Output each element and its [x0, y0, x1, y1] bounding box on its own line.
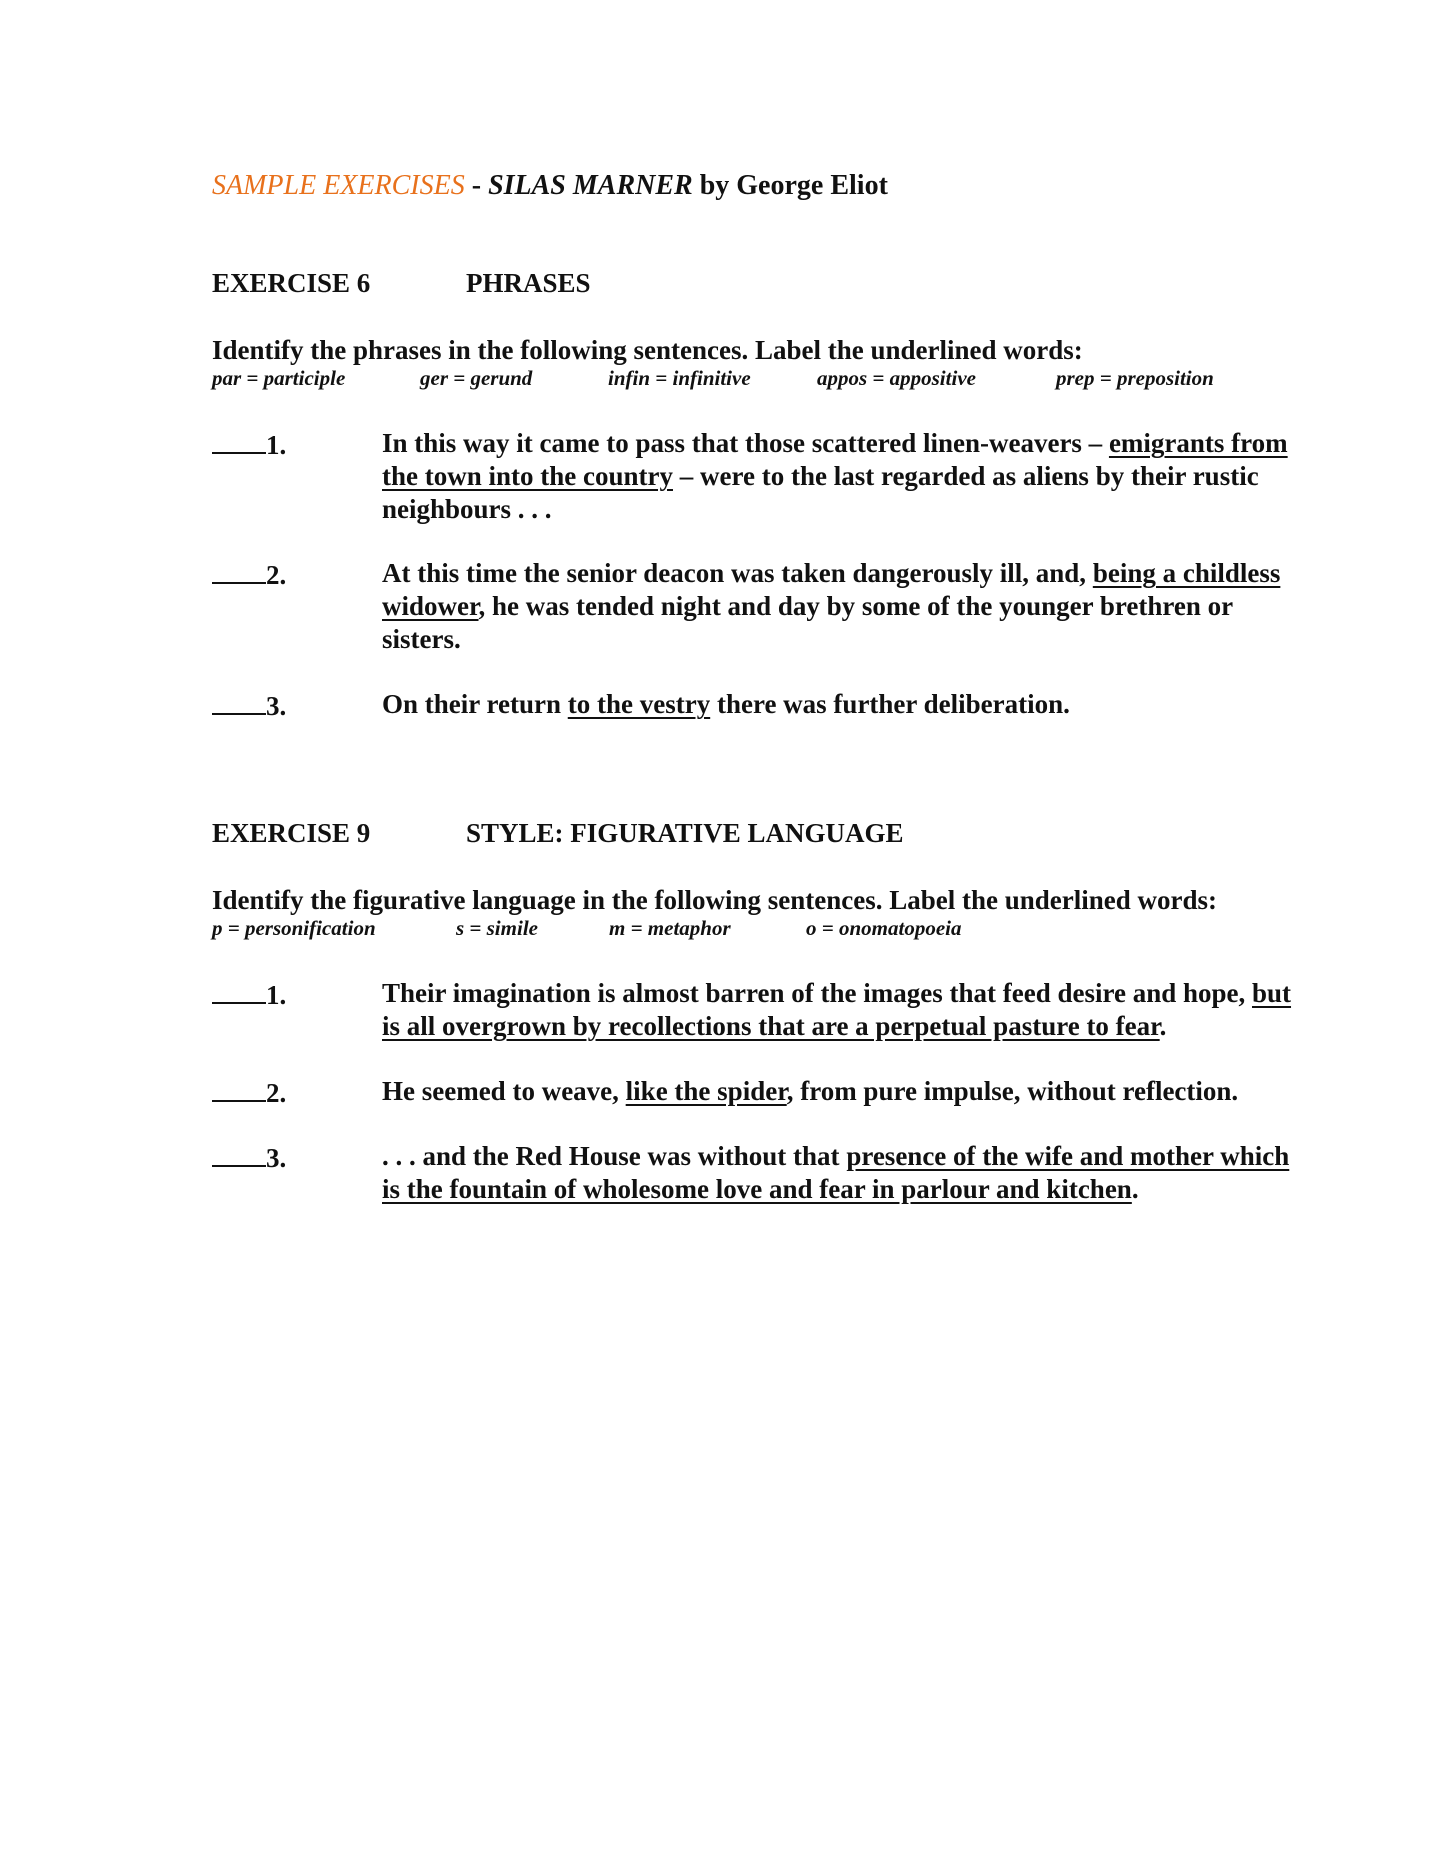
item-sentence: Their imagination is almost barren of the images that feed desire and hope, but is all overgrown by recollections that are a perpetual pasture to fear.	[382, 978, 1292, 1041]
legend-participle: par = participle	[212, 366, 346, 390]
legend-onomatopoeia: o = onomatopoeia	[806, 916, 962, 940]
answer-blank[interactable]	[212, 1140, 266, 1167]
exercise-9-heading	[212, 818, 904, 849]
exercise-6-label: EXERCISE 6	[212, 268, 371, 298]
item-sentence: On their return to the vestry there was further deliberation.	[382, 689, 1070, 719]
title-author: by George Eliot	[692, 170, 888, 201]
exercise-6-heading	[212, 268, 591, 299]
item-number: 2.	[212, 557, 286, 592]
item-number: 2.	[212, 1075, 286, 1110]
item-number: 1.	[212, 977, 286, 1012]
title-dash: -	[464, 170, 489, 201]
item-number: 3.	[212, 688, 286, 723]
page-title	[212, 170, 888, 202]
item-sentence: . . . and the Red House was without that presence of the wife and mother which is the fountain of wholesome love and fear in parlour and kitchen.	[382, 1141, 1290, 1204]
exercise-9-topic: STYLE: FIGURATIVE LANGUAGE	[466, 818, 904, 848]
legend-appositive: appos = appositive	[817, 366, 976, 390]
underlined-phrase: being a childless widower	[382, 558, 1281, 621]
underlined-phrase: emigrants from the town into the country	[382, 428, 1288, 491]
answer-blank[interactable]	[212, 688, 266, 715]
item-number: 1.	[212, 427, 286, 462]
legend-metaphor: m = metaphor	[609, 916, 731, 940]
legend-infinitive: infin = infinitive	[608, 366, 751, 390]
underlined-phrase: to the vestry	[567, 689, 711, 719]
item-number: 3.	[212, 1140, 286, 1175]
legend-simile: s = simile	[456, 916, 538, 940]
legend-personification: p = personification	[212, 916, 376, 940]
underlined-phrase: presence of the wife and mother which is the fountain of wholesome love and fear in parlour and kitchen	[382, 1141, 1290, 1204]
legend-preposition: prep = preposition	[1056, 366, 1214, 390]
exercise-6-instruction: Identify the phrases in the following sentences. Label the underlined words:	[212, 335, 1083, 365]
title-book: SILAS MARNER	[488, 170, 693, 201]
item-sentence: At this time the senior deacon was taken dangerously ill, and, being a childless widower, he was tended night and day by some of the younger brethren or sisters.	[382, 558, 1281, 654]
answer-blank[interactable]	[212, 427, 266, 454]
exercise-6-topic: PHRASES	[466, 268, 591, 298]
underlined-phrase: but is all overgrown by recollections that are a perpetual pasture to fear	[382, 978, 1292, 1041]
item-sentence: He seemed to weave, like the spider, from pure impulse, without reflection.	[382, 1076, 1239, 1106]
title-sample-label: SAMPLE EXERCISES	[212, 170, 465, 201]
answer-blank[interactable]	[212, 977, 266, 1004]
answer-blank[interactable]	[212, 557, 266, 584]
legend-gerund: ger = gerund	[420, 366, 533, 390]
exercise-9-label: EXERCISE 9	[212, 818, 371, 848]
answer-blank[interactable]	[212, 1075, 266, 1102]
item-sentence: In this way it came to pass that those scattered linen-weavers – emigrants from the town into the country – were to the last regarded as aliens by their rustic neighbours . . .	[382, 428, 1288, 524]
exercise-9-instruction: Identify the figurative language in the following sentences. Label the underlined words:	[212, 885, 1218, 915]
underlined-phrase: like the spider	[625, 1076, 787, 1106]
